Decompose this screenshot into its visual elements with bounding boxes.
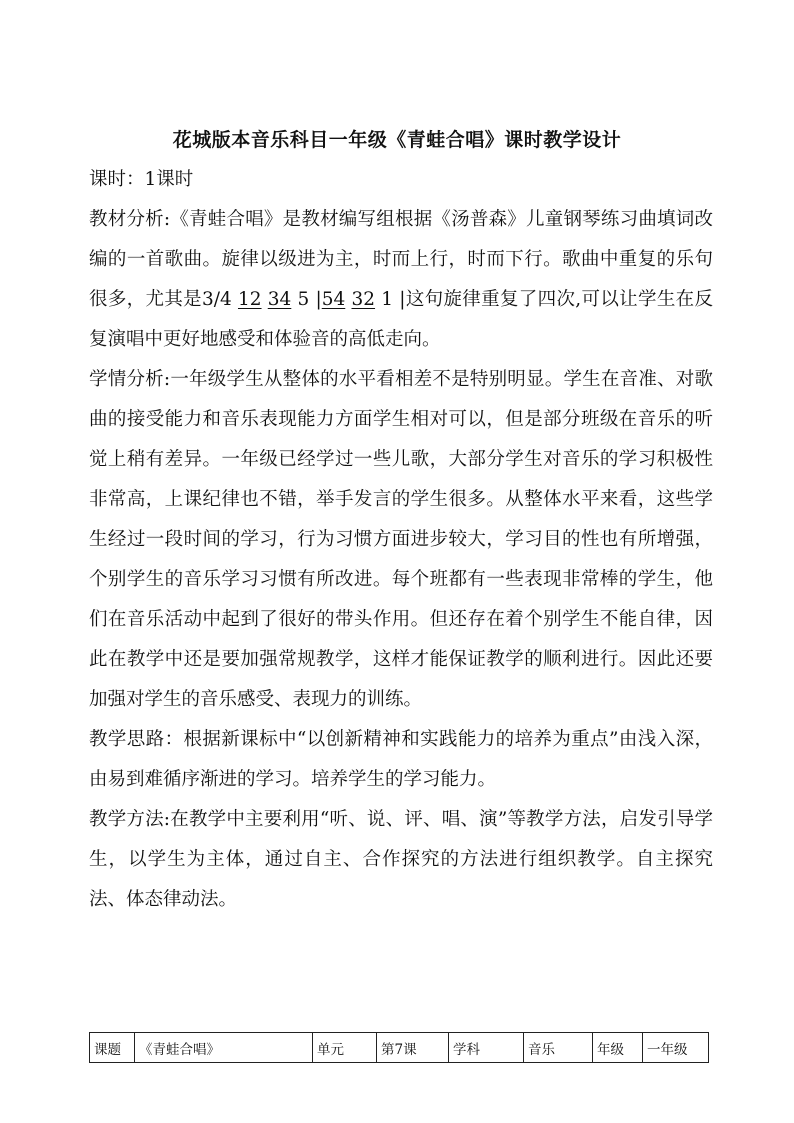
melody-note-54: 54 <box>321 289 346 310</box>
table-cell-unit-value: 第7课 <box>377 1033 449 1063</box>
table-cell-subject-label: 学科 <box>449 1033 524 1063</box>
table-cell-grade-value: 一年级 <box>643 1033 709 1063</box>
table-row <box>90 1033 709 1063</box>
student-analysis-paragraph: 学情分析:一年级学生从整体的水平看相差不是特别明显。学生在音准、对歌曲的接受能力和音乐表现能力方面学生相对可以，但是部分班级在音乐的听觉上稍有差异。一年级已经学过一些儿歌，大部分学生对音乐的学习积极性非常高，上课纪律也不错，举手发言的学生很多。从整体水平来看，这些学生经过一段时间的学习，行为习惯方面进步较大，学习目的性也有所增强，个别学生的音乐学习习惯有所改进。每个班都有一些表现非常棒的学生，他们在音乐活动中起到了很好的带头作用。但还存在着个别学生不能自律，因此在教学中还是要加强常规教学，这样才能保证教学的顺利进行。因此还要加强对学生的音乐感受、表现力的训练。 <box>89 369 713 710</box>
table-cell-unit-label: 单元 <box>313 1033 377 1063</box>
table-cell-subject-value: 音乐 <box>524 1033 593 1063</box>
material-analysis-paragraph <box>89 200 713 360</box>
melody-note-5: 5 | <box>297 289 322 310</box>
teaching-method-paragraph: 教学方法:在教学中主要利用“听、说、评、唱、演”等教学方法，启发引导学生，以学生为主体，通过自主、合作探究的方法进行组织教学。自主探究法、体态律动法。 <box>89 809 713 910</box>
melody-note-34: 34 <box>267 289 292 310</box>
material-analysis-text-after: 这句旋律重复了四次,可以让学生在反复演唱中更好地感受和体验音的高低走向。 <box>89 289 713 350</box>
document-body <box>89 160 713 920</box>
melody-note-12: 12 <box>237 289 262 310</box>
material-analysis-text: 教材分析:《青蛙合唱》是教材编写组根据《汤普森》儿童钢琴练习曲填词改编的一首歌曲。旋律以级进为主，时而上行，时而下行。歌曲中重复的乐句很多，尤其是3/4 <box>89 209 713 310</box>
document-title: 花城版本音乐科目一年级《青蛙合唱》课时教学设计 <box>172 129 622 151</box>
table-cell-topic-label: 课题 <box>90 1033 135 1063</box>
lesson-info-table <box>89 1032 709 1063</box>
melody-note-32: 32 <box>351 289 376 310</box>
table-cell-grade-label: 年级 <box>593 1033 643 1063</box>
melody-note-1: 1 | <box>381 289 406 310</box>
period-line: 课时：1课时 <box>89 169 194 190</box>
teaching-approach-paragraph: 教学思路：根据新课标中“以创新精神和实践能力的培养为重点”由浅入深，由易到难循序渐进的学习。培养学生的学习能力。 <box>89 729 713 790</box>
table-cell-topic-value: 《青蛙合唱》 <box>135 1033 313 1063</box>
